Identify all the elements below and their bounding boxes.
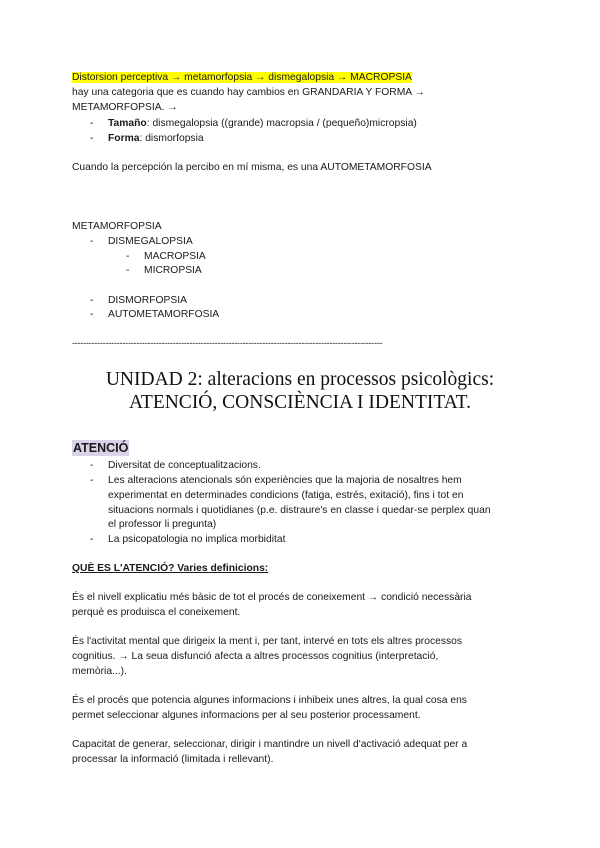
atencio-bullet-2-line-2: experimentat en determinades condicions (fatiga, estrés, exitació), fins i tot en [108,490,464,501]
definition-2-line-1: És l'activitat mental que dirigeix la ment i, per tant, intervé en tots els altres processos [72,636,462,647]
bullet-dash: - [90,460,94,471]
atencio-bullet-1: Diversitat de conceptualitzacions. [108,460,261,471]
dashed-separator: --------------------------------------------------------------------------------------------------------------- [72,338,383,348]
unit-title-line-2: ATENCIÓ, CONSCIÈNCIA I IDENTITAT. [128,392,471,413]
intro-line-3: METAMORFOPSIA. → [72,102,178,113]
bullet-dash: - [90,133,94,144]
definition-1-line-2: perquè es produisca el coneixement. [72,607,241,618]
definition-4-line-2: processar la informació (limitada i rellevant). [72,754,274,765]
definition-3-line-2: permet seleccionar algunes informacions per al seu posterior processament. [72,710,421,721]
section-heading-atencio: ATENCIÓ [73,441,129,455]
automet-line: Cuando la percepción la percibo en mí misma, es una AUTOMETAMORFOSIA [72,162,432,173]
definition-2-line-3: memòria...). [72,666,127,677]
highlighted-text: Distorsion perceptiva → metamorfopsia → dismegalopsia → MACROPSIA [72,72,412,83]
definition-2-line-2: cognitius. → La seua disfunció afecta a altres processos cognitius (interpretació, [72,651,439,662]
unit-title-line-1: UNIDAD 2: alteracions en processos psicològics: [105,369,495,390]
outline-dash: - [126,251,130,262]
bullet-forma [108,131,204,146]
highlighted-line [72,70,412,85]
bullet-dash: - [90,475,94,486]
outline-dash: - [90,309,94,320]
bullet-text: : dismorfopsia [139,133,204,144]
bullet-dash: - [90,118,94,129]
bullet-dash: - [90,534,94,545]
atencio-bullet-2-line-3: situacions normals i quotidianes (p.e. distraure's en classe i quedar-se perplex quan [108,505,491,516]
outline-dismegalopsia: DISMEGALOPSIA [108,236,193,247]
atencio-bullet-2-line-4: el professor li pregunta) [108,519,217,530]
outline-dash: - [90,236,94,247]
bullet-tamano [108,116,417,131]
intro-line-2: hay una categoria que es cuando hay cambios en GRANDARIA Y FORMA → [72,87,425,98]
outline-micropsia: MICROPSIA [144,265,202,276]
outline-macropsia: MACROPSIA [144,251,206,262]
bullet-text: : dismegalopsia ((grande) macropsia / (pequeño)micropsia) [146,118,417,129]
definition-4-line-1: Capacitat de generar, seleccionar, dirigir i mantindre un nivell d'activació adequat per a [72,739,468,750]
outline-root: METAMORFOPSIA [72,221,162,232]
outline-dash: - [90,295,94,306]
outline-autometamorfosia: AUTOMETAMORFOSIA [108,309,220,320]
outline-dismorfopsia: DISMORFOPSIA [108,295,187,306]
definition-1-line-1: És el nivell explicatiu més bàsic de tot el procés de coneixement → condició necessària [72,592,472,603]
definition-3-line-1: És el procés que potencia algunes informacions i inhibeix unes altres, la qual cosa ens [72,695,467,706]
bullet-label: Tamaño [108,118,147,129]
bullet-label: Forma [108,133,140,144]
question-heading: QUÈ ES L'ATENCIÓ? Varies definicions: [72,563,269,574]
outline-dash: - [126,265,130,276]
atencio-bullet-3: La psicopatologia no implica morbiditat [108,534,286,545]
atencio-bullet-2-line-1: Les alteracions atencionals són experiències que la majoria de nosaltres hem [108,475,462,486]
